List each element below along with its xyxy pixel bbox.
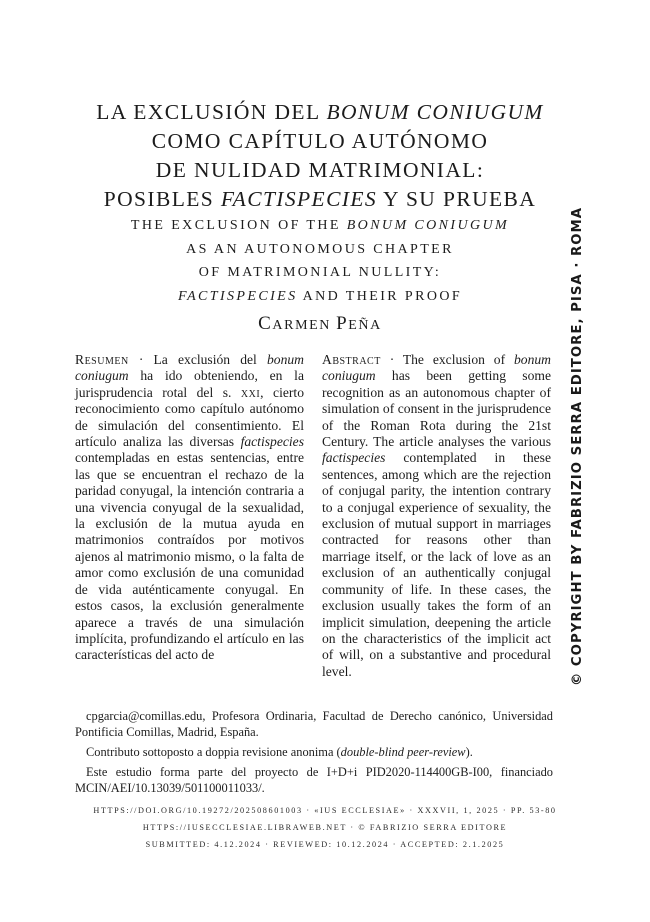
peer-review-text: Contributo sottoposto a doppia revisione anonima (: [86, 745, 341, 759]
abstract-es-label: Resumen: [75, 352, 129, 367]
title-es-line4: POSIBLES: [103, 187, 221, 211]
title-en-line2: AS AN AUTONOMOUS CHAPTER: [186, 241, 454, 257]
title-es-line1: LA EXCLUSIÓN DEL: [96, 100, 327, 124]
abstract-en-text: contemplated in these sentences, among which are the rejection of conjugal parity, the intention contrary to a conjugal experience of sexuality, the exclusion of mutual support in marriages contracted for reasons other than marriage itself, or the lack of love as an exclusion of an authentically conjugal community of life. In these cases, the exclusion usually takes the form of an implicit simulation, deepening the article on the characteristics of the implicit act of will, on a substantive and procedural level.: [322, 450, 551, 679]
abstract-en-italic: factispecies: [322, 450, 386, 466]
abstract-spanish: [75, 352, 304, 664]
abstract-es-italic: factispecies: [240, 434, 304, 450]
title-en-line1: THE EXCLUSION OF THE: [130, 218, 347, 233]
footnotes: [75, 708, 553, 800]
article-title-spanish: [60, 98, 580, 214]
dates-line: SUBMITTED: 4.12.2024 · REVIEWED: 10.12.2024 · ACCEPTED: 2.1.2025: [145, 840, 505, 849]
title-en-line4-italic: FACTISPECIES: [177, 288, 298, 304]
doi-line: HTTPS://DOI.ORG/10.19272/202508601003 · «IUS ECCLESIAE» · XXXVII, 1, 2025 · PP. 53-80: [93, 806, 557, 815]
peer-review-note: [75, 744, 553, 760]
abstract-es-text: contempladas en estas sentencias, entre las que se encuentran el rechazo de la paridad conyugal, la intención contraria a una vivencia conyugal de la sexualidad, la exclusión de la mutua ayuda en matrimonios contraídos por motivos ajenos al matrimonio mismo, o la falta de amor como exclusión de una comunidad de vida auténticamente conyugal. En estos casos, la exclusión generalmente aparece a través de una simulación implícita, profundizando el artículo en las características del acto de: [75, 450, 304, 663]
website-line: HTTPS://IUSECCLESIAE.LIBRAWEB.NET · © FABRIZIO SERRA EDITORE: [142, 823, 508, 832]
title-en-line4-end: AND THEIR PROOF: [297, 288, 463, 304]
copyright-watermark: [566, 208, 586, 686]
abstract-en-text: has been getting some recognition as an autonomous chapter of simulation of consent in the jurisprudence of the Roman Rota during the 21st Century. The article analyses the various: [322, 368, 551, 450]
title-es-line1-italic: BONUM CONIUGUM: [326, 100, 544, 124]
abstract-es-italic: bonum coniugum: [75, 352, 304, 384]
abstract-en-italic: bonum coniugum: [322, 352, 551, 384]
title-en-line1-italic: BONUM CONIUGUM: [346, 218, 510, 233]
peer-review-text: ).: [465, 745, 473, 759]
author-first-rest: ARMEN: [272, 318, 337, 333]
title-es-line3: DE NULIDAD MATRIMONIAL:: [155, 158, 485, 182]
abstract-es-text: ha ido obteniendo, en la jurisprudencia rotal del s.: [75, 368, 304, 400]
author-last-rest: EÑA: [348, 318, 382, 333]
abstract-es-text: · La exclusión del: [128, 352, 267, 367]
abstract-es-text: , cierto reconocimiento como capítulo autónomo de simulación del consentimiento. El artículo analiza las diversas: [75, 384, 304, 450]
copyright-text: © COPYRIGHT BY FABRIZIO SERRA EDITORE, PISA · ROMA: [570, 206, 585, 686]
title-es-line4-italic: FACTISPECIES: [220, 187, 378, 211]
author-name: [60, 313, 580, 335]
abstract-en-text: · The exclusion of: [380, 352, 514, 367]
title-en-line3: OF MATRIMONIAL NULLITY:: [198, 265, 442, 280]
abstract-english: [322, 352, 551, 680]
title-es-line4-end: Y SU PRUEBA: [377, 187, 537, 211]
abstract-es-century: xxi: [240, 384, 261, 400]
author-last-initial: P: [336, 313, 349, 334]
article-title-english: [60, 214, 580, 308]
author-first-initial: C: [258, 313, 273, 334]
peer-review-italic: double-blind peer-review: [340, 745, 466, 759]
title-es-line2: COMO CAPÍTULO AUTÓNOMO: [151, 129, 489, 153]
abstract-en-label: Abstract: [322, 352, 381, 367]
author-affiliation: cpgarcia@comillas.edu, Profesora Ordinaria, Facultad de Derecho canónico, Universidad Pontificia Comillas, Madrid, España.: [75, 709, 553, 739]
funding-note: Este estudio forma parte del proyecto de I+D+i PID2020-114400GB-I00, financiado MCIN/AEI/10.13039/501100011033/.: [75, 765, 553, 795]
